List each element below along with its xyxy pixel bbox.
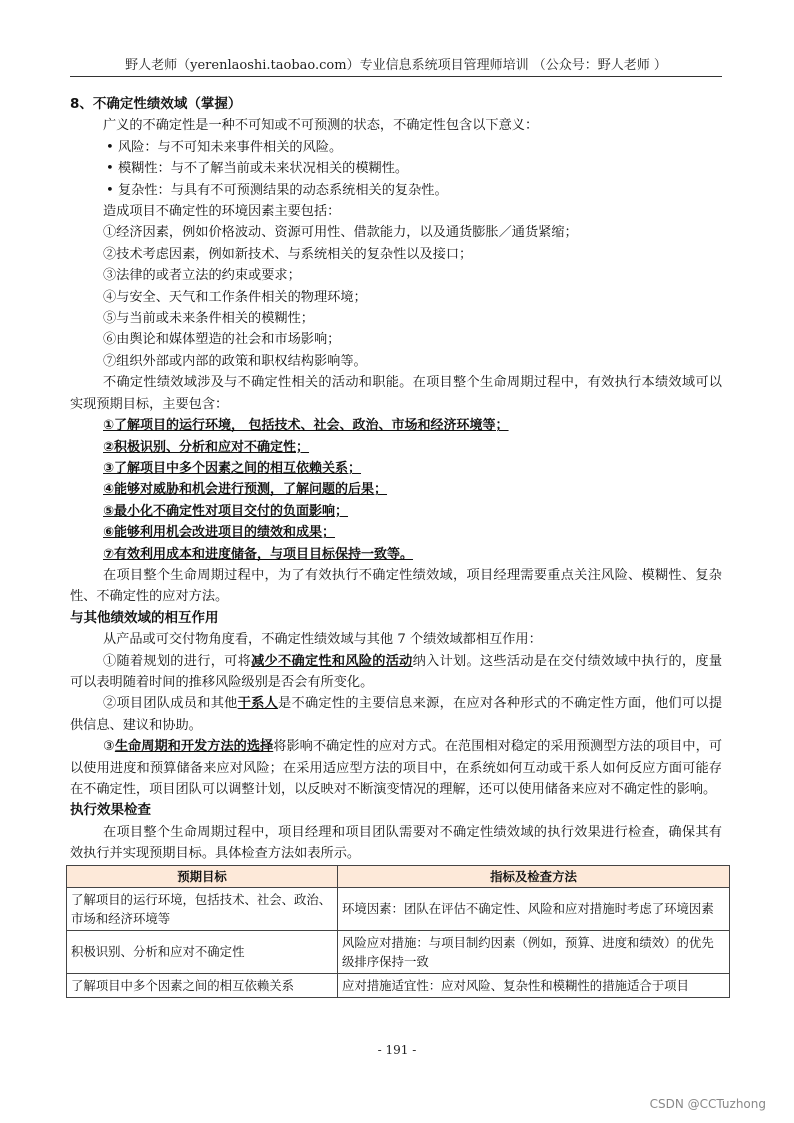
list-item: • 风险：与不可知未来事件相关的风险。 [106,139,343,155]
table-cell: 应对措施适宜性：应对风险、复杂性和模糊性的措施适合于项目 [338,973,730,997]
table-cell: 了解项目的运行环境，包括技术、社会、政治、市场和经济环境等 [67,887,338,930]
interaction-item-2: ②项目团队成员和其他干系人是不确定性的主要信息来源，在应对各种形式的不确定性方面，他们可以提供信息、建议和协助。 [70,696,723,733]
intro-paragraph: 广义的不确定性是一种不可知或不可预测的状态，不确定性包含以下意义： [103,118,539,134]
goals-intro: 不确定性绩效域涉及与不确定性相关的活动和职能。在项目整个生命周期过程中，有效执行本绩效域可以实现预期目标，主要包含： [70,375,722,412]
table-header: 预期目标 [67,865,338,887]
table-header-row [67,865,730,887]
list-item: ④能够对威胁和机会进行预测，了解问题的后果； [103,482,388,498]
list-item: ①经济因素，例如价格波动、资源可用性、借款能力，以及通货膨胀／通货紧缩； [103,225,578,241]
interaction-item-3: ③生命周期和开发方法的选择将影响不确定性的应对方式。在范围相对稳定的采用预测型方法的项目中，可以使用进度和预算储备来应对风险；在采用适应型方法的项目中，在系统如何互动或干系人如何反应方面可能存在不确定性，项目团队可以调整计划，以反映对不断演变情况的理解，还可以使用储备来应对不确定性的影响。 [70,739,723,797]
page-number: - 191 - [377,1043,417,1057]
csdn-watermark: CSDN @CCTuzhong [649,1097,766,1111]
list-item: ⑥能够利用机会改进项目的绩效和成果； [103,525,336,541]
list-item: ②技术考虑因素，例如新技术、与系统相关的复杂性以及接口； [103,246,473,262]
list-item: ④与安全、天气和工作条件相关的物理环境； [103,289,367,305]
interaction-title: 与其他绩效域的相互作用 [70,609,219,626]
interaction-intro: 从产品或可交付物角度看，不确定性绩效域与其他 7 个绩效域都相互作用： [103,632,542,648]
list-item: ①了解项目的运行环境， 包括技术、社会、政治、市场和经济环境等； [103,418,509,434]
list-item: ③法律的或者立法的约束或要求； [103,268,301,284]
section-title: 8、不确定性绩效域（掌握） [70,96,242,112]
factors-intro: 造成项目不确定性的环境因素主要包括： [103,204,341,220]
focus-paragraph: 在项目整个生命周期过程中，为了有效执行不确定性绩效域，项目经理需要重点关注风险、模糊性、复杂性、不确定性的应对方法。 [70,567,722,605]
page-content [70,94,722,998]
table-cell: 了解项目中多个因素之间的相互依赖关系 [67,973,338,997]
list-item: ⑤最小化不确定性对项目交付的负面影响； [103,503,349,519]
list-item: ⑦组织外部或内部的政策和职权结构影响等。 [103,353,367,369]
page-header: 野人老师（yerenlaoshi.taobao.com）专业信息系统项目管理师培训 （公众号：野人老师 ） [125,58,667,73]
table-cell: 风险应对措施：与项目制约因素（例如，预算、进度和绩效）的优先级排序保持一致 [338,930,730,973]
table-cell: 积极识别、分析和应对不确定性 [67,930,338,973]
check-table [66,865,730,998]
check-paragraph: 在项目整个生命周期过程中，项目经理和项目团队需要对不确定性绩效域的执行效果进行检查，确保其有效执行并实现预期目标。具体检查方法如表所示。 [70,824,722,862]
list-item: ⑤与当前或未来条件相关的模糊性； [103,311,314,327]
table-row [67,930,730,973]
list-item: ⑥由舆论和媒体塑造的社会和市场影响； [103,332,341,348]
goal-list [70,415,722,565]
list-item: • 复杂性：与具有不可预测结果的动态系统相关的复杂性。 [106,182,448,198]
table-row [67,973,730,997]
table-row [67,887,730,930]
header-divider [70,76,722,77]
interaction-item-1: ①随着规划的进行，可将减少不确定性和风险的活动纳入计划。这些活动是在交付绩效域中执行的，度量可以表明随着时间的推移风险级别是否会有所变化。 [70,653,723,690]
table-cell: 环境因素：团队在评估不确定性、风险和应对措施时考虑了环境因素 [338,887,730,930]
table-header: 指标及检查方法 [338,865,730,887]
check-title: 执行效果检查 [70,802,151,819]
factor-list [70,222,722,372]
list-item: • 模糊性：与不了解当前或未来状况相关的模糊性。 [106,161,409,177]
list-item: ②积极识别、分析和应对不确定性； [103,439,310,455]
list-item: ⑦有效利用成本和进度储备，与项目目标保持一致等。 [103,546,414,562]
bullet-list [70,137,722,201]
list-item: ③了解项目中多个因素之间的相互依赖关系； [103,460,362,476]
